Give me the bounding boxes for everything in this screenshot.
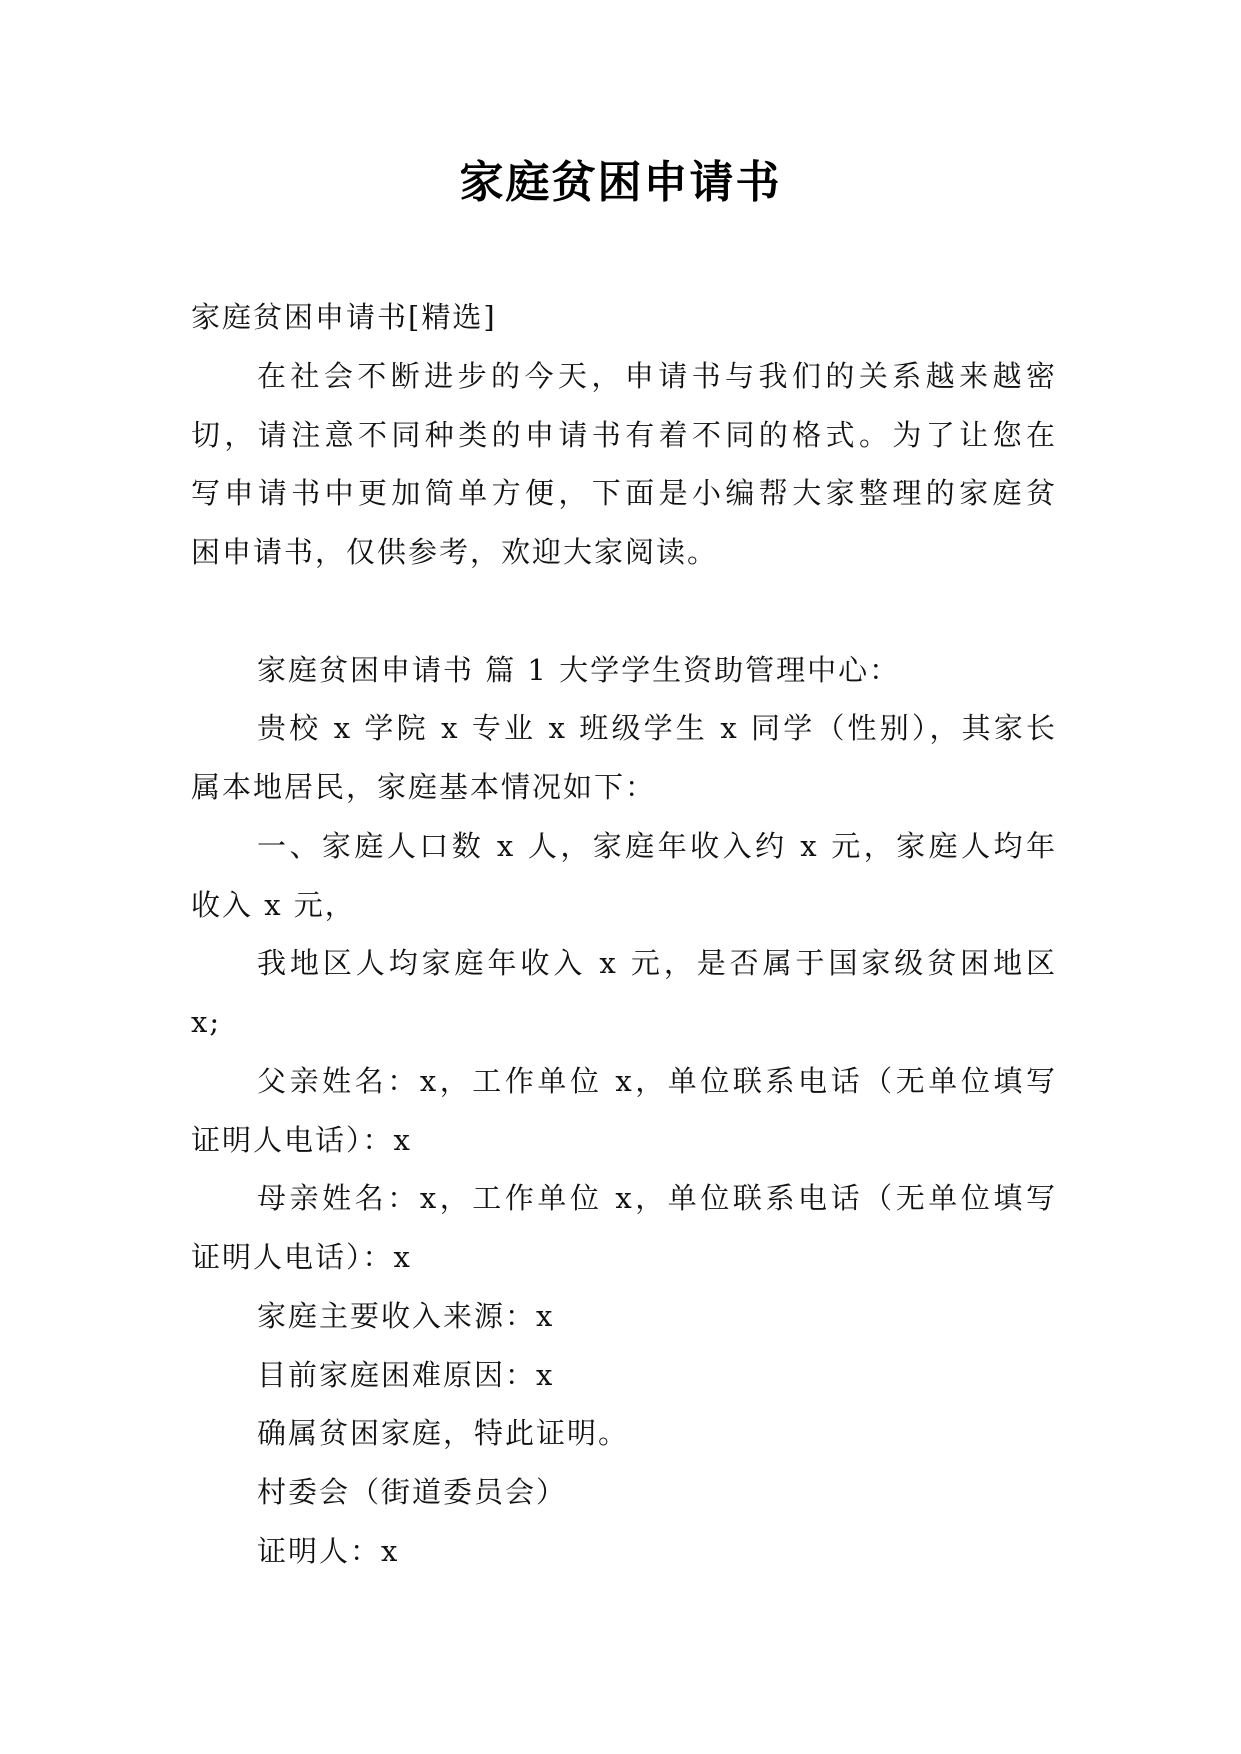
- student-info-paragraph: [191, 699, 1057, 817]
- regional-income-paragraph: [191, 934, 1057, 1052]
- paragraph-line: 困申请书，仅供参考，欢迎大家阅读。: [191, 535, 719, 569]
- paragraph-line: 母亲姓名：x，工作单位 x，单位联系电话（无单位填写: [257, 1181, 1057, 1216]
- father-info-paragraph: [191, 1052, 1057, 1170]
- blank-line: [191, 582, 1057, 641]
- paragraph-line: 属本地居民，家庭基本情况如下：: [191, 770, 657, 804]
- household-income-paragraph: [191, 817, 1057, 935]
- committee-line: 村委会（街道委员会）: [257, 1475, 568, 1509]
- paragraph-line: 切，请注意不同种类的申请书有着不同的格式。为了让您在: [191, 417, 1057, 452]
- certification-line: 确属贫困家庭，特此证明。: [257, 1416, 630, 1451]
- paragraph-line: 我地区人均家庭年收入 x 元，是否属于国家级贫困地区: [257, 946, 1057, 981]
- paragraph-line: 证明人电话）：x: [191, 1240, 412, 1274]
- paragraph-line: 在社会不断进步的今天，申请书与我们的关系越来越密: [257, 358, 1057, 393]
- paragraph-line: 收入 x 元，: [191, 887, 356, 922]
- witness-line: 证明人：x: [257, 1533, 400, 1568]
- paragraph-line: 一、家庭人口数 x 人，家庭年收入约 x 元，家庭人均年: [257, 828, 1057, 863]
- intro-paragraph: [191, 347, 1057, 582]
- paragraph-line: 写申请书中更加简单方便，下面是小编帮大家整理的家庭贫: [191, 476, 1057, 511]
- letter-salutation: 家庭贫困申请书 篇 1 大学学生资助管理中心：: [257, 652, 901, 687]
- document-body: [191, 288, 1057, 1581]
- document-title: 家庭贫困申请书: [459, 157, 782, 208]
- hardship-reason-line: 目前家庭困难原因：x: [257, 1357, 555, 1392]
- paragraph-line: 贵校 x 学院 x 专业 x 班级学生 x 同学（性别），其家长: [257, 711, 1057, 746]
- paragraph-line: x;: [191, 1005, 222, 1039]
- mother-info-paragraph: [191, 1169, 1057, 1287]
- document-subtitle: 家庭贫困申请书[精选]: [191, 300, 497, 334]
- paragraph-line: 父亲姓名：x，工作单位 x，单位联系电话（无单位填写: [257, 1063, 1057, 1098]
- paragraph-line: 证明人电话）：x: [191, 1122, 412, 1157]
- income-source-line: 家庭主要收入来源：x: [257, 1298, 555, 1333]
